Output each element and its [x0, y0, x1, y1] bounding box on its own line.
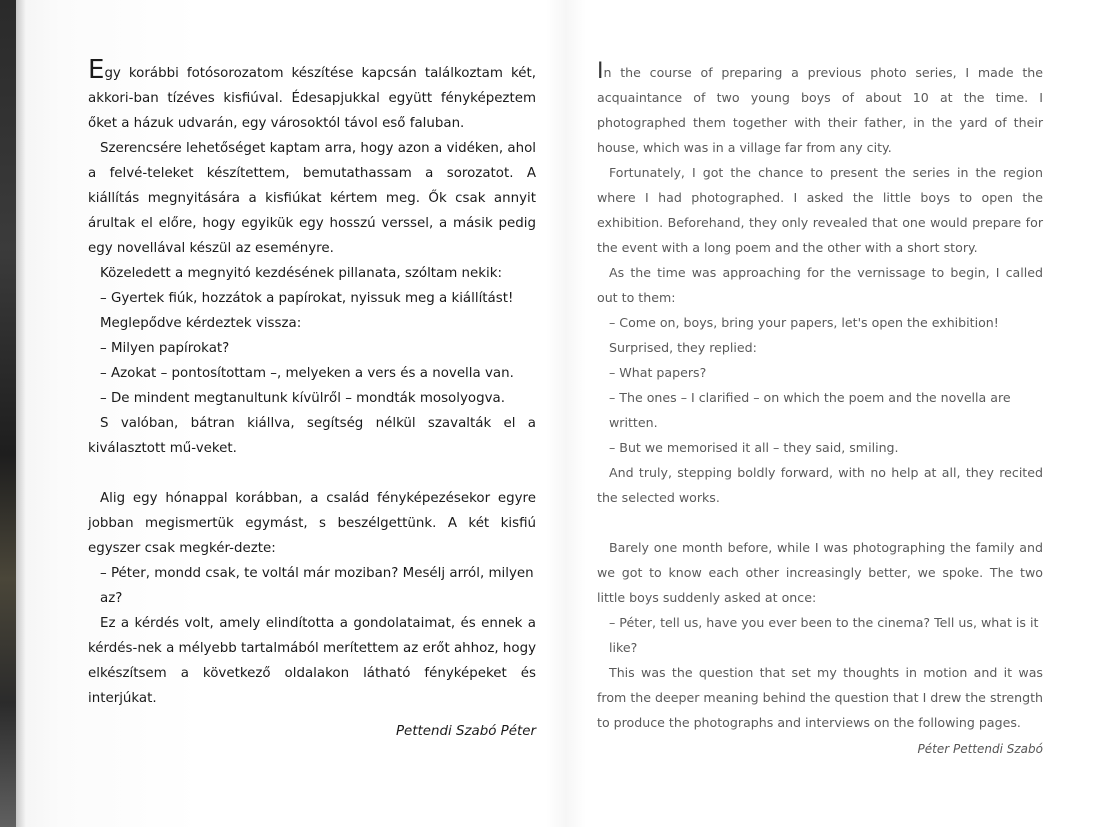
hungarian-dialogue-4: – Azokat – pontosítottam –, melyeken a vers és a novella van.: [100, 366, 514, 381]
hungarian-intro-text: gy korábbi fotósorozatom készítése kapcsán találkoztam két, akkori-ban tízéves kisfiúval. Édesapjukkal együtt fényképeztem őket a házuk udvarán, egy városoktól távol eső faluban.: [88, 66, 536, 131]
english-drop-cap: I: [597, 59, 604, 84]
binding-shadow: [16, 0, 26, 827]
english-dialogue-1: – Come on, boys, bring your papers, let's open the exhibition!: [609, 315, 999, 330]
english-dialogue-3: – What papers?: [609, 365, 707, 380]
hungarian-paragraph-10: Alig egy hónappal korábban, a család fényképezésekor egyre jobban megismertük egymást, s beszélgettünk. A két kisfiú egyszer csak megkér-dezte:: [88, 491, 536, 556]
hungarian-signature: Pettendi Szabó Péter: [395, 724, 536, 739]
english-paragraph-3: As the time was approaching for the vernissage to begin, I called out to them:: [597, 265, 1043, 305]
english-dialogue-4: – The ones – I clarified – on which the poem and the novella are written.: [609, 390, 1011, 430]
hungarian-section-break: [88, 461, 536, 486]
english-intro-paragraph: [597, 60, 1043, 160]
hungarian-dialogue-5: – De mindent megtanultunk kívülről – mondták mosolyogva.: [100, 391, 505, 406]
english-paragraph-2: Fortunately, I got the chance to present the series in the region where I had photographed. I asked the little boys to open the exhibition. Beforehand, they only revealed that one would prepare for the event with a long poem and the other with a short story.: [597, 165, 1043, 255]
hungarian-paragraph-2: Szerencsére lehetőséget kaptam arra, hogy azon a vidéken, ahol a felvé-teleket készítettem, bemutathassam a sorozatot. A kiállítás megnyitására a kisfiúkat kértem meg. Ők csak annyit árultak el előre, hogy egyikük egy hosszú verssel, a másik pedig egy novellával készül az eseményre.: [88, 141, 536, 256]
english-section-break: [597, 510, 1043, 535]
english-signature: Péter Pettendi Szabó: [917, 742, 1043, 756]
english-dialogue-2: Surprised, they replied:: [609, 340, 757, 355]
hungarian-paragraph-3: Közeledett a megnyitó kezdésének pillanata, szóltam nekik:: [100, 266, 503, 281]
hungarian-text-column: [88, 55, 536, 744]
hungarian-paragraph-12: Ez a kérdés volt, amely elindította a gondolataimat, és ennek a kérdés-nek a mélyebb tartalmából merítettem az erőt ahhoz, hogy elkészítsem a következő oldalakon látható fényképeket és interjúkat.: [88, 616, 536, 706]
center-gutter: [546, 0, 586, 827]
hungarian-drop-cap: E: [88, 55, 105, 85]
book-binding-edge: [0, 0, 16, 827]
hungarian-dialogue-3: – Milyen papírokat?: [100, 341, 230, 356]
english-text-column: [597, 60, 1043, 762]
hungarian-dialogue-1: – Gyertek fiúk, hozzátok a papírokat, nyissuk meg a kiállítást!: [100, 291, 514, 306]
hungarian-paragraph-9: S valóban, bátran kiállva, segítség nélkül szavalták el a kiválasztott mű-veket.: [88, 416, 536, 456]
english-paragraph-10: Barely one month before, while I was photographing the family and we got to know each other increasingly better, we spoke. The two little boys suddenly asked at once:: [597, 540, 1043, 605]
english-dialogue-6: – Péter, tell us, have you ever been to the cinema? Tell us, what is it like?: [609, 615, 1039, 655]
hungarian-dialogue-6: – Péter, mondd csak, te voltál már moziban? Mesélj arról, milyen az?: [100, 566, 534, 606]
hungarian-dialogue-2: Meglepődve kérdeztek vissza:: [100, 316, 302, 331]
english-dialogue-5: – But we memorised it all – they said, smiling.: [609, 440, 899, 455]
english-paragraph-12: This was the question that set my thoughts in motion and it was from the deeper meaning behind the question that I drew the strength to produce the photographs and interviews on the following pages.: [597, 665, 1043, 730]
english-intro-text: n the course of preparing a previous photo series, I made the acquaintance of two young boys of about 10 at the time. I photographed them together with their father, in the yard of their house, which was in a village far from any city.: [597, 65, 1043, 155]
hungarian-intro-paragraph: [88, 55, 536, 136]
english-paragraph-9: And truly, stepping boldly forward, with no help at all, they recited the selected works.: [597, 465, 1043, 505]
